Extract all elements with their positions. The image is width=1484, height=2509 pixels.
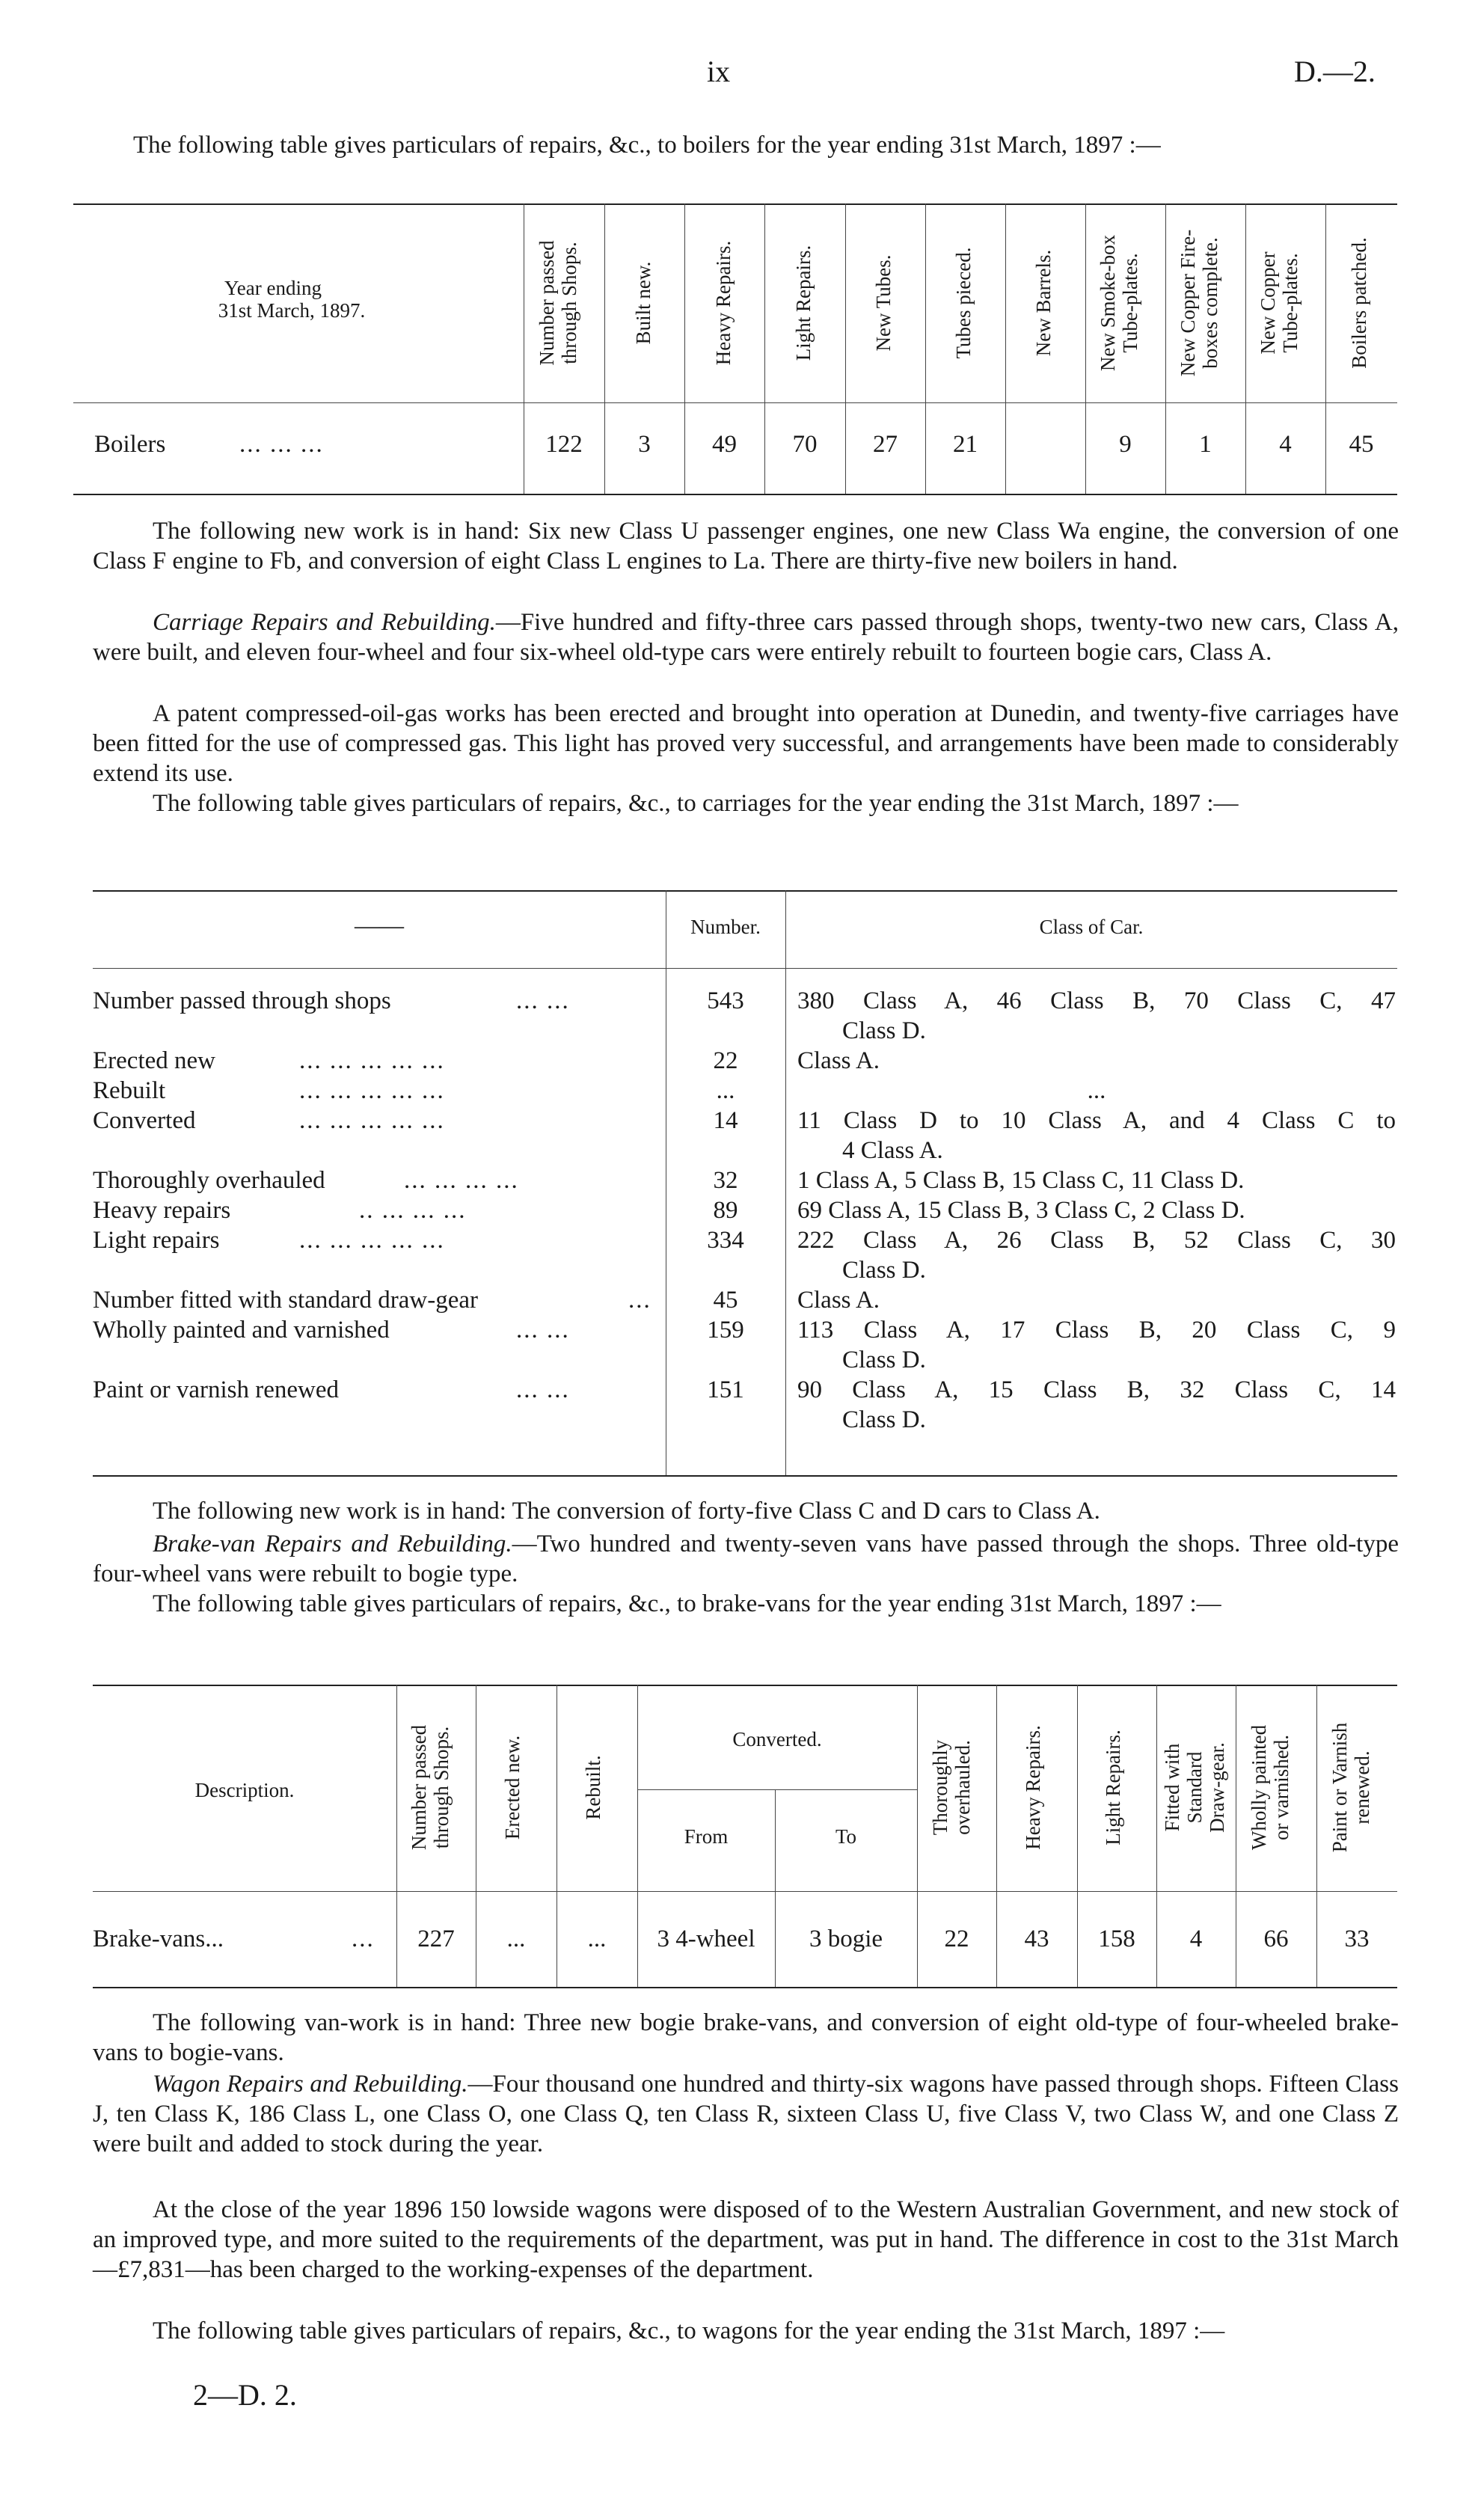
- carriage-row-dots: ... ... ... ... ...: [299, 1227, 445, 1254]
- col-new-barrels: New Barrels.: [1032, 249, 1055, 357]
- brake-value-painted: 66: [1263, 1926, 1289, 1952]
- brake-col-painted: Wholly painted or varnished.: [1248, 1724, 1293, 1851]
- carriage-row-number: 45: [713, 1287, 738, 1314]
- col-tubes-pieced: Tubes pieced.: [952, 247, 975, 359]
- brake-value-erected: ...: [506, 1926, 526, 1952]
- brake-col-heavy: Heavy Repairs.: [1022, 1725, 1044, 1850]
- brake-value-heavy: 43: [1024, 1926, 1049, 1952]
- carriage-row-dots: ... ...: [516, 987, 570, 1014]
- carriage-row-class-cont: Class D.: [842, 1347, 926, 1373]
- carriage-row-number: 14: [713, 1107, 738, 1134]
- oil-gas-paragraph: A patent compressed-oil-gas works has been erected and brought into operation at Dunedin, and twenty-five carriages have been fitted for the use of compressed gas. This light has proved very successful, and arrangements have been made to considerably extend its use.: [93, 700, 1399, 787]
- carriage-row-label: Erected new: [93, 1047, 215, 1074]
- boilers-value-light: 70: [792, 431, 818, 458]
- page-number-roman: ix: [707, 55, 731, 88]
- carriage-row-dots: ... ... ... ... ...: [299, 1077, 445, 1104]
- boilers-row-dots: ... ... ...: [239, 431, 324, 458]
- carriage-row-dots: ... ... ... ... ...: [299, 1047, 445, 1074]
- boilers-value-tubeplates: 4: [1279, 431, 1292, 458]
- lowside-wagons-paragraph: At the close of the year 1896 150 lowside wagons were disposed of to the Western Australian Government, and new stock of an improved type, and more suited to the requirements of the department, was put in hand. The difference in cost to the 31st March—£7,831—has been charged to the working-expenses of the department.: [93, 2196, 1399, 2283]
- carriage-row-dots: ...: [628, 1287, 651, 1314]
- carriage-row-number: 89: [713, 1197, 738, 1224]
- brake-col-renewed: Paint or Varnish renewed.: [1328, 1722, 1373, 1853]
- brake-value-to: 3 bogie: [809, 1926, 883, 1952]
- carriage-row-class-cont: 4 Class A.: [842, 1137, 943, 1164]
- carriage-row-class: 90 Class A, 15 Class B, 32 Class C, 14: [797, 1376, 1396, 1403]
- carriage-row-class-cont: Class D.: [842, 1017, 926, 1044]
- brake-col-drawgear: Fitted with Standard Draw-gear.: [1161, 1742, 1228, 1833]
- carriage-row-number: 334: [707, 1227, 744, 1254]
- van-work-paragraph: The following van-work is in hand: Three new bogie brake-vans, and conversion of eight old-type of four-wheeled brake-vans to bogie-vans.: [93, 2009, 1399, 2066]
- col-smokebox-tubeplates: New Smoke-box Tube-plates.: [1097, 234, 1141, 372]
- carriage-row-number: ...: [716, 1077, 735, 1104]
- brake-to-head: To: [835, 1825, 857, 1848]
- carriage-row-label: Number fitted with standard draw-gear: [93, 1287, 478, 1314]
- carriage-work-paragraph: The following new work is in hand: The conversion of forty-five Class C and D cars to Class A.: [153, 1498, 1100, 1525]
- brake-from-head: From: [684, 1825, 729, 1848]
- col-heavy-repairs: Heavy Repairs.: [712, 240, 735, 366]
- boilers-row-label: Boilers: [94, 431, 166, 458]
- carriage-head-blank: ——: [355, 913, 404, 940]
- carriage-row-class: 69 Class A, 15 Class B, 3 Class C, 2 Class D.: [797, 1197, 1245, 1224]
- engine-work-paragraph: The following new work is in hand: Six new Class U passenger engines, one new Class Wa engine, the conversion of one Class F engine to Fb, and conversion of eight Class L engines to La. There are thirty-five new boilers in hand.: [93, 518, 1399, 575]
- brake-desc-head: Description.: [194, 1779, 295, 1801]
- page-code: D.—2.: [1294, 55, 1376, 88]
- carriage-row-label: Converted: [93, 1107, 196, 1134]
- brake-row-dots: ...: [352, 1926, 375, 1952]
- carriage-row-class-cont: Class D.: [842, 1406, 926, 1433]
- boilers-value-passed: 122: [545, 431, 583, 458]
- boilers-intro-paragraph: The following table gives particulars of repairs, &c., to boilers for the year ending 31st March, 1897 :—: [133, 132, 1161, 159]
- brake-value-light: 158: [1098, 1926, 1135, 1952]
- brake-value-drawgear: 4: [1189, 1926, 1203, 1952]
- brake-van-paragraph: Brake-van Repairs and Rebuilding.—Two hundred and twenty-seven vans have passed through the shops. Three old-type four-wheel vans were rebuilt to bogie type.: [93, 1531, 1399, 1587]
- carriage-row-class: Class A.: [797, 1287, 880, 1314]
- carriage-row-dots: .. ... ... ...: [359, 1197, 467, 1224]
- col-new-tubes: New Tubes.: [872, 254, 895, 352]
- brake-converted-head: Converted.: [732, 1728, 822, 1750]
- carriage-row-class: 380 Class A, 46 Class B, 70 Class C, 47: [797, 987, 1396, 1014]
- brake-value-from: 3 4-wheel: [657, 1926, 755, 1952]
- carriage-row-number: 543: [707, 987, 744, 1014]
- col-number-passed: Number passed through Shops.: [536, 240, 580, 366]
- carriage-row-label: Light repairs: [93, 1227, 220, 1254]
- col-light-repairs: Light Repairs.: [792, 245, 815, 361]
- carriage-row-dots: ... ...: [516, 1317, 570, 1344]
- carriage-row-dots: ... ...: [516, 1376, 570, 1403]
- col-copper-tubeplates: New Copper Tube-plates.: [1257, 251, 1301, 355]
- carriage-row-number: 159: [707, 1317, 744, 1344]
- brake-col-rebuilt: Rebuilt.: [582, 1755, 604, 1820]
- year-ending-date: 31st March, 1897.: [218, 299, 366, 322]
- brake-col-passed: Number passed through Shops.: [408, 1724, 453, 1851]
- boilers-value-smokebox: 9: [1119, 431, 1132, 458]
- col-boilers-patched: Boilers patched.: [1348, 237, 1370, 369]
- carriage-row-dots: ... ... ... ...: [404, 1167, 519, 1194]
- col-built-new: Built new.: [632, 261, 654, 345]
- boilers-value-patched: 45: [1349, 431, 1374, 458]
- brake-value-passed: 227: [417, 1926, 455, 1952]
- brake-col-light: Light Repairs.: [1102, 1730, 1124, 1845]
- carriage-head-class: Class of Car.: [1039, 916, 1144, 938]
- brake-col-overhauled: Thoroughly overhauled.: [929, 1739, 974, 1836]
- carriage-row-class: 113 Class A, 17 Class B, 20 Class C, 9: [797, 1317, 1396, 1344]
- carriage-row-dots: ... ... ... ... ...: [299, 1107, 445, 1134]
- carriages-intro-paragraph: The following table gives particulars of repairs, &c., to carriages for the year ending the 31st March, 1897 :—: [153, 790, 1239, 817]
- boilers-value-tubes-pieced: 21: [953, 431, 978, 458]
- carriage-row-label: Thoroughly overhauled: [93, 1167, 325, 1194]
- boilers-value-heavy: 49: [712, 431, 737, 458]
- boilers-value-built-new: 3: [638, 431, 651, 458]
- boilers-value-fireboxes: 1: [1199, 431, 1212, 458]
- carriage-row-number: 32: [713, 1167, 738, 1194]
- boilers-value-new-tubes: 27: [873, 431, 898, 458]
- brake-col-erected: Erected new.: [501, 1735, 524, 1840]
- year-ending-label: Year ending: [224, 277, 322, 299]
- brake-value-renewed: 33: [1344, 1926, 1370, 1952]
- carriage-row-label: Rebuilt: [93, 1077, 166, 1104]
- carriage-row-number: 22: [713, 1047, 738, 1074]
- carriage-row-label: Heavy repairs: [93, 1197, 231, 1224]
- carriage-row-class: ...: [1087, 1077, 1106, 1104]
- carriage-row-class-cont: Class D.: [842, 1257, 926, 1284]
- carriage-row-class: 222 Class A, 26 Class B, 52 Class C, 30: [797, 1227, 1396, 1254]
- carriage-repairs-paragraph: Carriage Repairs and Rebuilding.—Five hundred and fifty-three cars passed through shops, twenty-two new cars, Class A, were built, and eleven four-wheel and four six-wheel old-type cars were entirely rebuilt to fourteen bogie cars, Class A.: [93, 609, 1399, 666]
- carriage-row-label: Wholly painted and varnished: [93, 1317, 390, 1344]
- wagons-intro-paragraph: The following table gives particulars of repairs, &c., to wagons for the year ending the 31st March, 1897 :—: [153, 2317, 1225, 2344]
- carriage-row-label: Number passed through shops: [93, 987, 391, 1014]
- brake-row-label: Brake-vans...: [93, 1926, 224, 1952]
- wagon-repairs-paragraph: Wagon Repairs and Rebuilding.—Four thousand one hundred and thirty-six wagons have passed through shops. Fifteen Class J, ten Class K, 186 Class L, one Class O, one Class Q, ten Class R, sixteen Class U, five Class V, two Class W, and one Class Z were built and added to stock during the year.: [93, 2071, 1399, 2157]
- carriage-row-label: Paint or varnish renewed: [93, 1376, 339, 1403]
- carriage-row-class: 1 Class A, 5 Class B, 15 Class C, 11 Class D.: [797, 1167, 1245, 1194]
- carriage-head-number: Number.: [690, 916, 761, 938]
- brake-van-intro-paragraph: The following table gives particulars of repairs, &c., to brake-vans for the year ending 31st March, 1897 :—: [153, 1590, 1221, 1617]
- col-copper-fireboxes: New Copper Fire- boxes complete.: [1177, 229, 1221, 377]
- carriage-row-class: 11 Class D to 10 Class A, and 4 Class C to: [797, 1107, 1396, 1134]
- carriage-row-number: 151: [707, 1376, 744, 1403]
- brake-value-rebuilt: ...: [587, 1926, 607, 1952]
- carriage-row-class: Class A.: [797, 1047, 880, 1074]
- brake-value-overhauled: 22: [944, 1926, 969, 1952]
- signature-mark: 2—D. 2.: [193, 2378, 297, 2412]
